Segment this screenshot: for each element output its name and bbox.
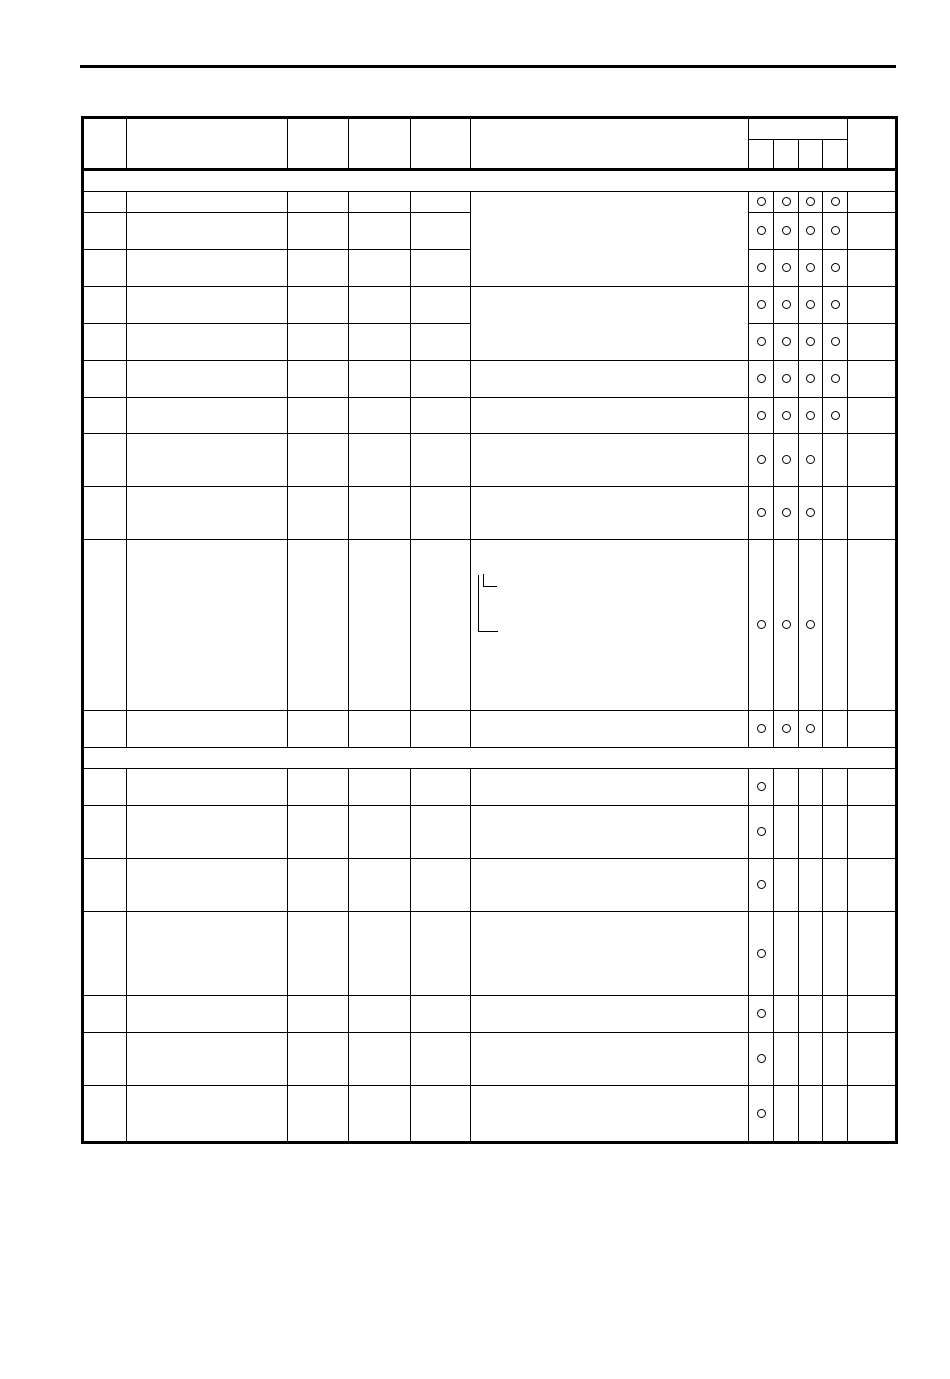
row-col5 (411, 250, 471, 287)
row-col4 (349, 213, 411, 250)
support-marker (757, 620, 766, 629)
model-4-support (823, 434, 848, 487)
row-name (127, 434, 288, 487)
row-name (127, 1033, 288, 1086)
row-col4 (349, 398, 411, 434)
row-description (471, 487, 749, 540)
row-col5 (411, 1033, 471, 1086)
row-name (127, 361, 288, 398)
support-marker (782, 724, 791, 733)
model-2-support (774, 1086, 799, 1143)
row-name (127, 769, 288, 806)
row-name (127, 912, 288, 996)
row-remarks (848, 487, 897, 540)
row-col3 (288, 912, 349, 996)
row-col5 (411, 996, 471, 1033)
model-1-support (749, 361, 774, 398)
bracket-line (483, 586, 497, 587)
model-1-support (749, 859, 774, 912)
row-number (83, 859, 127, 912)
support-marker (782, 226, 791, 235)
model-1-support (749, 1086, 774, 1143)
row-col4 (349, 1086, 411, 1143)
support-marker (757, 1009, 766, 1018)
table-row (83, 1086, 897, 1143)
row-number (83, 287, 127, 324)
row-description (471, 361, 749, 398)
model-1-support (749, 192, 774, 213)
support-marker (806, 337, 815, 346)
row-col4 (349, 1033, 411, 1086)
row-col3 (288, 213, 349, 250)
row-col3 (288, 806, 349, 859)
row-number (83, 434, 127, 487)
model-2-support (774, 859, 799, 912)
row-col4 (349, 324, 411, 361)
support-marker (757, 263, 766, 272)
model-3-support (799, 806, 823, 859)
support-marker (757, 455, 766, 464)
table-row (83, 859, 897, 912)
row-col4 (349, 912, 411, 996)
row-remarks (848, 324, 897, 361)
table-row (83, 487, 897, 540)
table-row (83, 912, 897, 996)
model-3-support (799, 213, 823, 250)
model-3-support (799, 540, 823, 711)
row-description (471, 996, 749, 1033)
row-col5 (411, 1086, 471, 1143)
support-marker (782, 263, 791, 272)
model-4-support (823, 324, 848, 361)
row-name (127, 711, 288, 748)
model-1-support (749, 540, 774, 711)
row-col3 (288, 287, 349, 324)
support-marker (757, 1054, 766, 1063)
row-col4 (349, 192, 411, 213)
support-marker (806, 374, 815, 383)
row-col4 (349, 711, 411, 748)
row-name (127, 996, 288, 1033)
header-col4 (349, 118, 411, 170)
model-2-support (774, 912, 799, 996)
row-col5 (411, 711, 471, 748)
model-2-support (774, 324, 799, 361)
support-marker (806, 411, 815, 420)
row-remarks (848, 859, 897, 912)
model-4-support (823, 540, 848, 711)
support-marker (831, 226, 840, 235)
model-1-support (749, 769, 774, 806)
row-remarks (848, 1086, 897, 1143)
row-col5 (411, 806, 471, 859)
model-1-support (749, 287, 774, 324)
support-marker (831, 263, 840, 272)
row-number (83, 398, 127, 434)
table-row (83, 996, 897, 1033)
model-3-support (799, 434, 823, 487)
support-marker (831, 337, 840, 346)
support-marker (757, 782, 766, 791)
model-1-support (749, 213, 774, 250)
row-number (83, 711, 127, 748)
table-row (83, 287, 897, 324)
model-4-support (823, 912, 848, 996)
row-col5 (411, 859, 471, 912)
row-col4 (349, 287, 411, 324)
row-number (83, 540, 127, 711)
row-name (127, 806, 288, 859)
model-3-support (799, 250, 823, 287)
model-4-support (823, 192, 848, 213)
table-row (83, 540, 897, 711)
support-marker (806, 724, 815, 733)
support-marker (831, 197, 840, 206)
row-description (471, 287, 749, 361)
model-2-support (774, 1033, 799, 1086)
row-col5 (411, 324, 471, 361)
row-number (83, 250, 127, 287)
table-body (83, 118, 897, 1143)
model-3-support (799, 361, 823, 398)
row-col5 (411, 287, 471, 324)
support-marker (806, 620, 815, 629)
row-col3 (288, 398, 349, 434)
support-marker (782, 508, 791, 517)
row-col3 (288, 1033, 349, 1086)
row-description (471, 540, 749, 711)
table-row (83, 434, 897, 487)
row-col3 (288, 711, 349, 748)
support-marker (782, 300, 791, 309)
row-name (127, 859, 288, 912)
row-col3 (288, 192, 349, 213)
section-label (83, 748, 897, 769)
row-remarks (848, 250, 897, 287)
model-1-support (749, 912, 774, 996)
row-col5 (411, 361, 471, 398)
model-3-support (799, 912, 823, 996)
row-col3 (288, 540, 349, 711)
model-4-support (823, 398, 848, 434)
row-description (471, 711, 749, 748)
model-3-support (799, 487, 823, 540)
table-row (83, 398, 897, 434)
section-label (83, 170, 897, 192)
support-marker (782, 197, 791, 206)
row-col3 (288, 487, 349, 540)
support-marker (757, 880, 766, 889)
row-remarks (848, 540, 897, 711)
row-col4 (349, 250, 411, 287)
bracket-line (478, 575, 479, 632)
support-marker (782, 620, 791, 629)
support-marker (782, 374, 791, 383)
model-1-support (749, 711, 774, 748)
support-marker (782, 455, 791, 464)
model-2-support (774, 769, 799, 806)
support-marker (757, 1109, 766, 1118)
row-number (83, 361, 127, 398)
model-4-support (823, 806, 848, 859)
model-4-support (823, 1033, 848, 1086)
row-col4 (349, 434, 411, 487)
row-number (83, 806, 127, 859)
model-2-support (774, 806, 799, 859)
row-col3 (288, 434, 349, 487)
model-4-support (823, 769, 848, 806)
row-description (471, 769, 749, 806)
row-col4 (349, 859, 411, 912)
row-col5 (411, 213, 471, 250)
support-marker (831, 300, 840, 309)
model-3-support (799, 287, 823, 324)
model-1-support (749, 1033, 774, 1086)
row-remarks (848, 192, 897, 213)
row-remarks (848, 711, 897, 748)
row-col5 (411, 434, 471, 487)
row-description (471, 1086, 749, 1143)
model-4-support (823, 1086, 848, 1143)
support-marker (782, 411, 791, 420)
header-model-3 (799, 140, 823, 170)
row-remarks (848, 398, 897, 434)
model-2-support (774, 250, 799, 287)
header-remarks (848, 118, 897, 170)
model-3-support (799, 1033, 823, 1086)
row-col4 (349, 487, 411, 540)
row-col4 (349, 996, 411, 1033)
row-number (83, 1086, 127, 1143)
support-marker (806, 263, 815, 272)
row-description (471, 859, 749, 912)
support-marker (757, 197, 766, 206)
table-row (83, 769, 897, 806)
row-number (83, 912, 127, 996)
row-col3 (288, 250, 349, 287)
row-remarks (848, 912, 897, 996)
row-remarks (848, 287, 897, 324)
model-2-support (774, 361, 799, 398)
row-remarks (848, 806, 897, 859)
row-col3 (288, 769, 349, 806)
section-row (83, 748, 897, 769)
row-description (471, 912, 749, 996)
row-col5 (411, 769, 471, 806)
support-marker (806, 455, 815, 464)
model-4-support (823, 287, 848, 324)
table-row (83, 361, 897, 398)
row-col4 (349, 361, 411, 398)
support-marker (806, 300, 815, 309)
section-row (83, 170, 897, 192)
row-remarks (848, 996, 897, 1033)
row-number (83, 1033, 127, 1086)
row-name (127, 250, 288, 287)
model-1-support (749, 806, 774, 859)
row-name (127, 1086, 288, 1143)
header-model-1 (749, 140, 774, 170)
row-number (83, 769, 127, 806)
row-col5 (411, 398, 471, 434)
row-col3 (288, 324, 349, 361)
support-marker (757, 226, 766, 235)
row-col3 (288, 859, 349, 912)
row-remarks (848, 1033, 897, 1086)
row-remarks (848, 213, 897, 250)
model-3-support (799, 859, 823, 912)
model-3-support (799, 324, 823, 361)
row-name (127, 540, 288, 711)
row-col5 (411, 540, 471, 711)
model-2-support (774, 287, 799, 324)
row-description (471, 434, 749, 487)
model-3-support (799, 398, 823, 434)
row-remarks (848, 769, 897, 806)
row-name (127, 324, 288, 361)
bracket-line (478, 631, 498, 632)
row-col5 (411, 192, 471, 213)
model-3-support (799, 769, 823, 806)
row-col4 (349, 769, 411, 806)
model-3-support (799, 1086, 823, 1143)
support-marker (757, 337, 766, 346)
model-1-support (749, 250, 774, 287)
model-2-support (774, 711, 799, 748)
model-4-support (823, 250, 848, 287)
row-number (83, 324, 127, 361)
row-col3 (288, 361, 349, 398)
row-col3 (288, 996, 349, 1033)
row-col3 (288, 1086, 349, 1143)
row-description (471, 398, 749, 434)
row-number (83, 487, 127, 540)
model-4-support (823, 213, 848, 250)
support-marker (757, 949, 766, 958)
row-number (83, 213, 127, 250)
model-4-support (823, 361, 848, 398)
row-remarks (848, 361, 897, 398)
support-marker (757, 508, 766, 517)
table-row (83, 1033, 897, 1086)
header-description (471, 118, 749, 170)
header-no (83, 118, 127, 170)
row-name (127, 213, 288, 250)
model-2-support (774, 540, 799, 711)
model-1-support (749, 434, 774, 487)
header-model-4 (823, 140, 848, 170)
model-1-support (749, 487, 774, 540)
table-row (83, 806, 897, 859)
support-marker (782, 337, 791, 346)
model-2-support (774, 434, 799, 487)
model-4-support (823, 859, 848, 912)
model-2-support (774, 213, 799, 250)
header-rule (80, 65, 896, 68)
model-2-support (774, 192, 799, 213)
row-name (127, 398, 288, 434)
header-model-2 (774, 140, 799, 170)
model-4-support (823, 487, 848, 540)
row-col4 (349, 806, 411, 859)
header-col3 (288, 118, 349, 170)
support-marker (757, 724, 766, 733)
model-4-support (823, 996, 848, 1033)
header-name (127, 118, 288, 170)
model-2-support (774, 996, 799, 1033)
support-marker (757, 374, 766, 383)
row-number (83, 996, 127, 1033)
model-1-support (749, 996, 774, 1033)
header-row (83, 118, 897, 140)
bracket-diagram (471, 540, 748, 709)
header-col5 (411, 118, 471, 170)
row-col4 (349, 540, 411, 711)
row-name (127, 192, 288, 213)
model-3-support (799, 711, 823, 748)
model-3-support (799, 996, 823, 1033)
support-marker (806, 508, 815, 517)
table-row (83, 711, 897, 748)
row-col5 (411, 912, 471, 996)
model-3-support (799, 192, 823, 213)
support-marker (757, 411, 766, 420)
support-marker (806, 197, 815, 206)
model-1-support (749, 324, 774, 361)
row-description (471, 192, 749, 287)
support-marker (757, 827, 766, 836)
parameter-table (81, 116, 898, 1144)
model-1-support (749, 398, 774, 434)
row-name (127, 487, 288, 540)
support-marker (831, 411, 840, 420)
model-2-support (774, 398, 799, 434)
table-row (83, 192, 897, 213)
model-2-support (774, 487, 799, 540)
support-marker (831, 374, 840, 383)
row-name (127, 287, 288, 324)
row-number (83, 192, 127, 213)
model-4-support (823, 711, 848, 748)
row-remarks (848, 434, 897, 487)
row-description (471, 806, 749, 859)
row-description (471, 1033, 749, 1086)
support-marker (806, 226, 815, 235)
row-col5 (411, 487, 471, 540)
support-marker (757, 300, 766, 309)
header-model-group (749, 118, 848, 140)
